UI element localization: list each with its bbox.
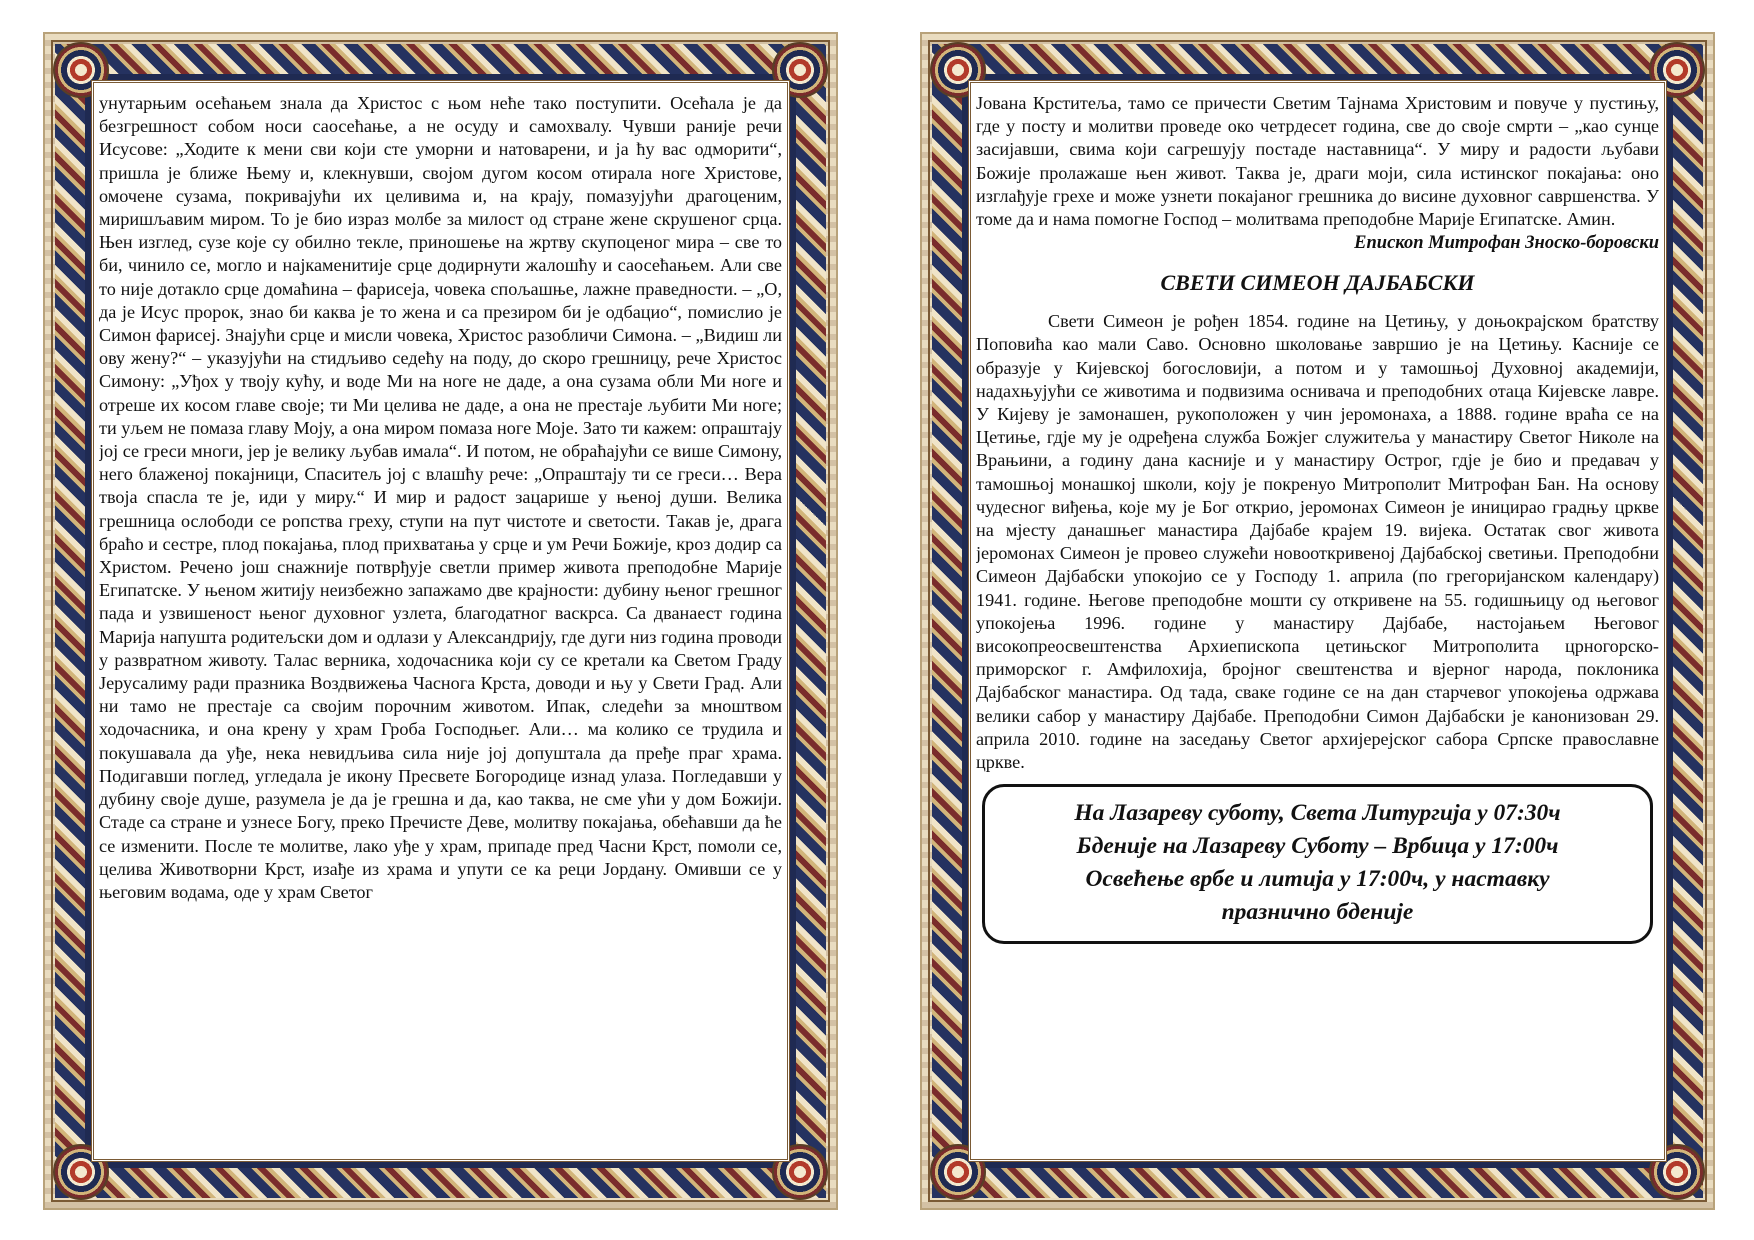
sermon-paragraph: унутарњим осећањем знала да Христос с њом неће тако поступити. Осећала је да безгрешност собом носи саосећање, а не осуду и самохвалу. Чувши раније речи Исусове: „Ходите к мени сви који сте уморни и натоварени, и ја ћу вас одморити“, пришла је ближе Њему и, клекнувши, својом дугом косом отирала ноге Христове, омочене сузама, покривајући их целивима и, на крају, помазујући драгоценим, миришљавим миром. То је био израз молбе за милост од стране жене скрушеног срца. Њен изглед, сузе које су обилно текле, приношење на жртву скупоценог мира – све то би, чинило се, могло и најкаменитије срце додирнути жалошћу и саосећањем. Али све то није дотакло срце домаћина – фарисеја, човека спољашње, лажне праведности. – „О, да је Исус пророк, знао би каква је то жена и са презиром би је одбацио“, помислио је Симон фарисеј. Знајући срце и мисли човека, Христос разобличи Симона. – „Видиш ли ову жену?“ – указујући на стидљиво седећу на поду, до скоро грешницу, рече Христос Симону: „Уђох у твоју кућу, и воде Ми на ноге не даде, а она сузама обли Ми ноге и отреше их косом главе своје; ти Ми целива не даде, а она не престаје љубити Ми ноге; ти уљем не помаза главу Моју, а она миром помаза ноге Моје. Зато ти кажем: опраштају јој се греси многи, јер је велику љубав имала“. И потом, не обраћајући се више Симону, него блаженој покајници, Спаситељ јој с влашћу рече: „Опраштају ти се греси… Вера твоја спасла те је, иди у миру.“ И мир и радост зацарише у њеној души. Велика грешница ослободи се ропства греху, ступи на пут чистоте и светости. Такав је, драга браћо и сестре, плод покајања, плод прихватања у срце и ум Речи Божије, кроз додир са Христом. Речено још снажније потврђује светли пример живота преподобне Марије Египатске. У њеном житију неизбежно запажамо две крајности: дубину њеног грешног пада и узвишеност њеног духовног узлета, благодатног васкрса. Са дванаест година Марија напушта родитељски дом и одлази у Александрију, где дуги низ година проводи у развратном животу. Талас верника, ходочасника који су се кретали ка Светом Граду Јерусалиму ради празника Воздвижења Часнога Крста, доводи и њу у Свети Град. Али ни тамо не престаје са својим порочним животом. Ипак, следећи за мноштвом ходочасника, и она крену у храм Гроба Господњег. Али… ма колико се трудила и покушавала да уђе, нека невидљива сила није јој допуштала да пређе праг храма. Подигавши поглед, угледала је икону Пресвете Богородице изнад улаза. Погледавши у дубину своје душе, разумела је да је грешна и да, као таква, не сме ући у дом Божији. Стаде са стране и узнесе Богу, преко Пречисте Деве, молитву покајања, обећавши да ће се изменити. После те молитве, лако уђе у храм, припаде пред Часни Крст, помоли се, целива Животворни Крст, изађе из храма и упути се ка реци Јордану. Омивши се у његовим водама, оде у храм Светог [99, 93, 782, 902]
biography-paragraph: Свети Симеон је рођен 1854. године на Цетињу, у доњокрајском братству Поповића као мали Саво. Основно школовање завршио је на Цетињу. Касније се образује у Кијевској богословији, а потом и у тамошњој Духовној академији, надахњујући се животима и подвизима оснивача и преподобних отаца Кијевске лавре. У Кијеву је замонашен, рукоположен у чин јеромонаха, а 1888. године враћа се на Цетиње, гдје му је одређена служба Божјег служитеља у манастиру Светог Николе на Врањини, а годину дана касније и у манастиру Острог, гдје је био и предавач у тамошњој монашкој школи, коју је покренуо Митрополит Митрофан Бан. На основу чудесног виђења, које му је Бог открио, јеромонах Симеон је иницирао градњу цркве на мјесту данашњег манастира Дајбабе крајем 19. вијека. Остатак свог живота јеромонах Симеон је провео служећи новооткривеној Дајбабској светињи. Преподобни Симеон Дајбабски упокојио се у Господу 1. априла (по грегоријанском календару) 1941. године. Његове преподобне мошти су откривене на 55. годишњицу од његовог упокојења 1996. године у манастиру Дајбабе, настојањем Његовог високопреосвештенства Архиепископа цетињског Митрополита црногорско-приморског г. Амфилохија, бројног свештенства и вјерног народа, поклоника Дајбабског манастира. Од тада, сваке године се на дан старчевог упокојења одржава велики сабор у манастиру Дајбабе. Преподобни Симон Дајбабски је канонизован 29. априла 2010. године на заседању Светог архијерејског сабора Српске православне цркве. [976, 311, 1659, 773]
notice-line-3: Освећење врбе и литија у 17:00ч, у наставку [1085, 866, 1550, 893]
right-text-area [976, 92, 1659, 1152]
section-heading: СВЕТИ СИМЕОН ДАЈБАБСКИ [1160, 270, 1475, 296]
notice-line-4: празнично бденије [1221, 899, 1414, 926]
left-text-area [99, 92, 782, 1152]
right-page [920, 32, 1715, 1210]
service-notice-box [982, 784, 1653, 944]
left-page [43, 32, 838, 1210]
notice-line-1: На Лазареву суботу, Света Литургија у 07:30ч [1074, 800, 1561, 827]
notice-line-2: Бденије на Лазареву Суботу – Врбица у 17:00ч [1076, 833, 1559, 860]
sermon-continuation: Јована Крститеља, тамо се причести Светим Тајнама Христовим и повуче у пустињу, где у посту и молитви проведе око четрдесет година, све до своје смрти – „као сунце засијавши, свима који сагрешују постаде наставница“. У миру и радости љубави Божије пролажаше њен живот. Таква је, драги моји, сила истинског покајања: оно изглађује грехе и може узнети покајаног грешника до висине духовног савршенства. У томе да и нама помогне Господ – молитвама преподобне Марије Египатске. Амин. [976, 93, 1659, 230]
author-signature: Епископ Митрофан Зноско-боровски [1354, 233, 1659, 254]
